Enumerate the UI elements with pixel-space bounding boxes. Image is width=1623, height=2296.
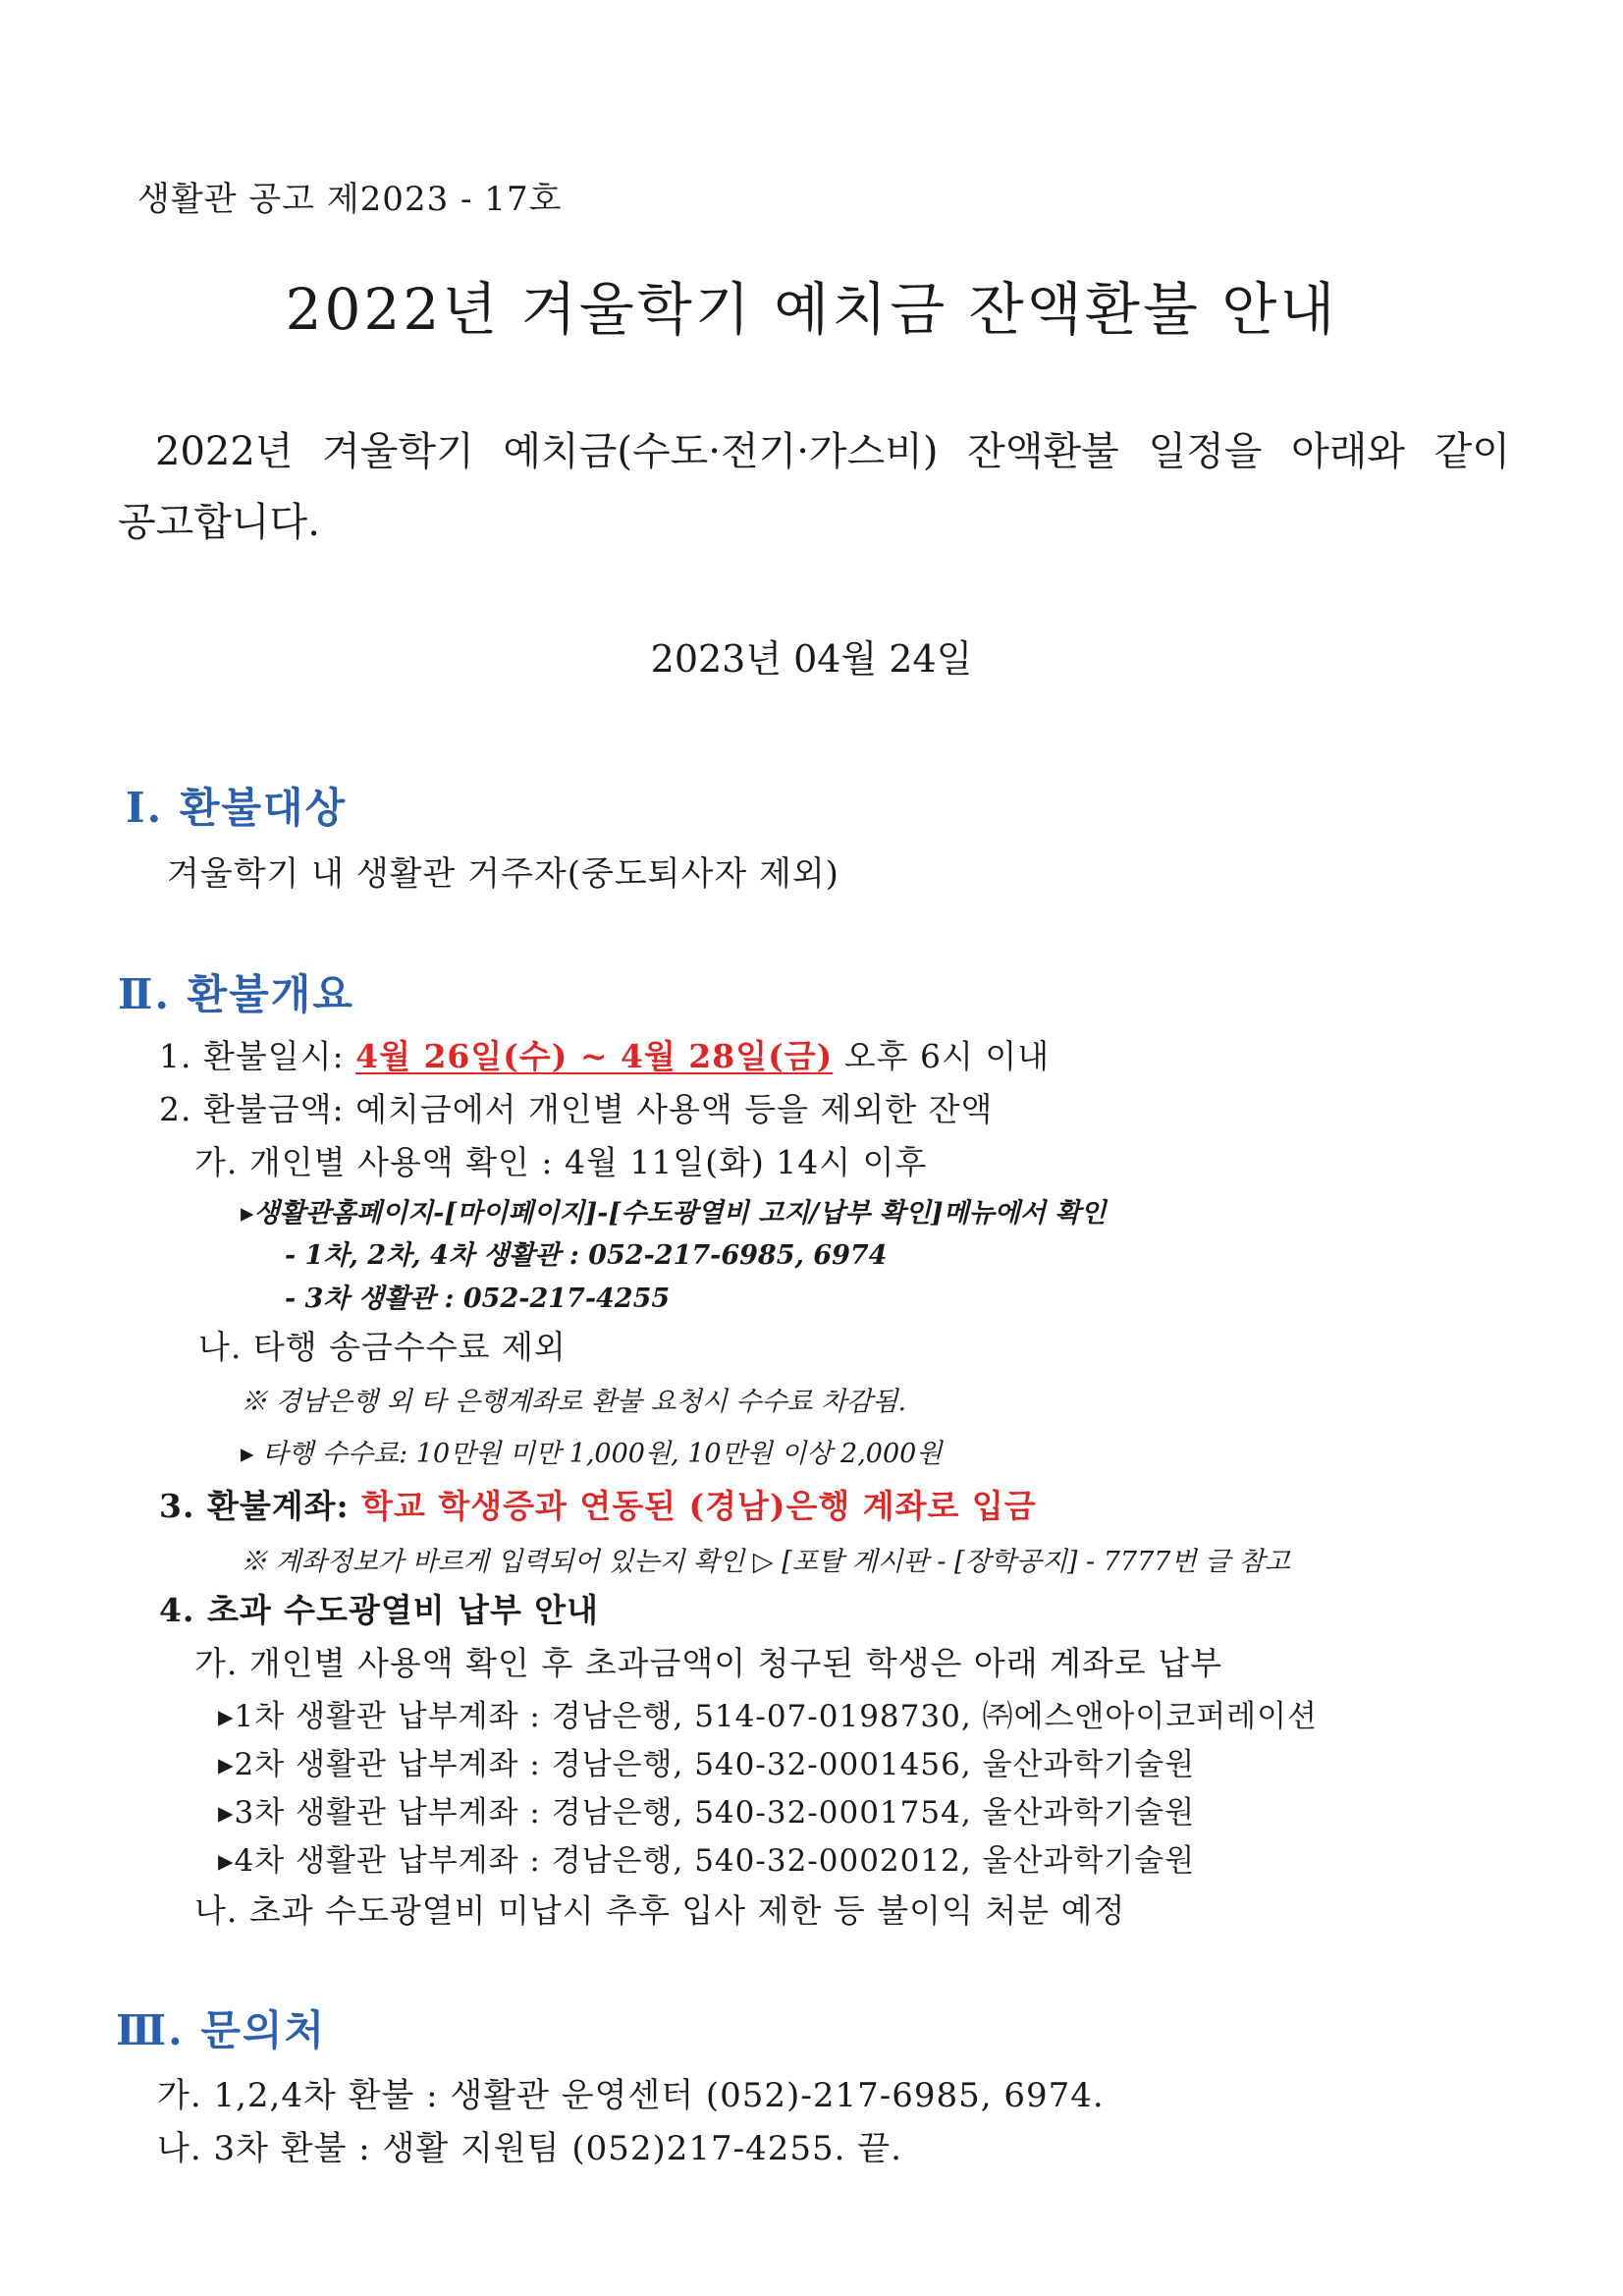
page-title: 2022년 겨울학기 예치금 잔액환불 안내	[285, 276, 1338, 343]
payment-account-3: ▸3차 생활관 납부계좌 : 경남은행, 540-32-0001754, 울산과학기술원	[218, 1795, 1196, 1831]
usage-check-menu-path: ▸생활관홈페이지-[마이페이지]-[수도광열비 고지/납부 확인]메뉴에서 확인	[241, 1198, 1107, 1229]
refund-account-label: 3. 환불계좌:	[159, 1487, 362, 1525]
announcement-date: 2023년 04월 24일	[650, 637, 973, 681]
transfer-fee-line: 나. 타행 송금수수료 제외	[198, 1328, 567, 1366]
refund-date-line	[159, 1031, 1050, 1077]
refund-target-text: 겨울학기 내 생활관 거주자(중도퇴사자 제외)	[167, 854, 839, 894]
refund-account-highlight: 학교 학생증과 연동된 (경남)은행 계좌로 입금	[361, 1487, 1037, 1525]
usage-contact-3: - 3차 생활관 : 052-217-4255	[285, 1284, 671, 1314]
contact-line-1-2-4: 가. 1,2,4차 환불 : 생활관 운영센터 (052)-217-6985, 6974.	[157, 2076, 1105, 2115]
transfer-fee-note: ※ 경남은행 외 타 은행계좌로 환불 요청시 수수료 차감됨.	[241, 1387, 907, 1417]
intro-text: 2022년 겨울학기 예치금(수도·전기·가스비) 잔액환불 일정을 아래와 같이	[155, 429, 1510, 474]
transfer-fee-amounts: ▸ 타행 수수료: 10만원 미만 1,000원, 10만원 이상 2,000원	[241, 1439, 943, 1469]
intro-text-continued: 공고합니다.	[118, 500, 320, 545]
refund-date-suffix: 오후 6시 이내	[833, 1037, 1051, 1075]
nonpayment-penalty-line: 나. 초과 수도광열비 미납시 추후 입사 제한 등 불이익 처분 예정	[194, 1891, 1126, 1930]
usage-check-line: 가. 개인별 사용액 확인 : 4월 11일(화) 14시 이후	[194, 1143, 928, 1181]
contact-line-3: 나. 3차 환불 : 생활 지원팀 (052)217-4255. 끝.	[157, 2129, 902, 2168]
payment-account-2: ▸2차 생활관 납부계좌 : 경남은행, 540-32-0001456, 울산과학기술원	[218, 1747, 1196, 1782]
notice-number: 생활관 공고 제2023 - 17호	[137, 180, 563, 219]
refund-account-line	[159, 1481, 1037, 1527]
account-check-note: ※ 계좌정보가 바르게 입력되어 있는지 확인 ▷ [포탈 게시판 - [장학공지] - 7777번 글 참고	[241, 1547, 1290, 1577]
excess-payment-instruction: 가. 개인별 사용액 확인 후 초과금액이 청구된 학생은 아래 계좌로 납부	[194, 1644, 1222, 1682]
section-heading-contact: Ⅲ. 문의처	[116, 2006, 327, 2054]
payment-account-4: ▸4차 생활관 납부계좌 : 경남은행, 540-32-0002012, 울산과학기술원	[218, 1843, 1196, 1879]
usage-contact-1-2-4: - 1차, 2차, 4차 생활관 : 052-217-6985, 6974	[285, 1240, 888, 1271]
refund-date-highlight: 4월 26일(수) ~ 4월 28일(금)	[355, 1037, 834, 1075]
refund-amount-line: 2. 환불금액: 예치금에서 개인별 사용액 등을 제외한 잔액	[159, 1090, 994, 1128]
payment-account-1: ▸1차 생활관 납부계좌 : 경남은행, 514-07-0198730, ㈜에스앤아이코퍼레이션	[218, 1699, 1318, 1734]
excess-payment-heading: 4. 초과 수도광열비 납부 안내	[159, 1591, 600, 1629]
section-heading-refund-overview: Ⅱ. 환불개요	[118, 970, 354, 1018]
refund-date-label: 1. 환불일시:	[159, 1037, 356, 1075]
section-heading-refund-target: Ⅰ. 환불대상	[126, 784, 348, 832]
